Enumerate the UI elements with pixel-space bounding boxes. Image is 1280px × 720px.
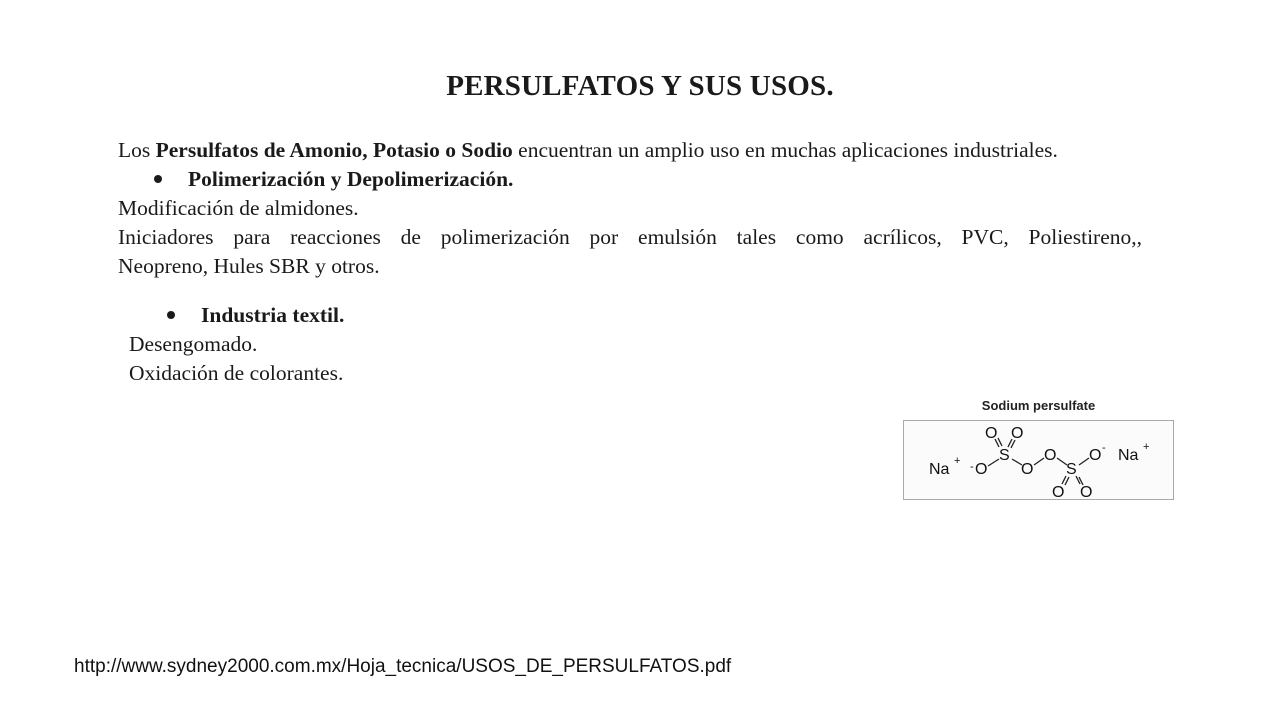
intro-bold: Persulfatos de Amonio, Potasio o Sodio [155, 138, 513, 162]
section-heading-textil: Industria textil. [167, 301, 1142, 330]
sodium-atom: Na [929, 461, 950, 478]
oxygen-atom: O [1044, 447, 1057, 464]
intro-lead: Los [118, 138, 156, 162]
section-line: Neopreno, Hules SBR y otros. [118, 254, 380, 278]
molecule-structure-diagram [904, 421, 1173, 499]
sulfur-atom: S [1066, 461, 1077, 478]
oxygen-atom: O [1089, 447, 1102, 464]
oxygen-atom: O [1021, 461, 1034, 478]
oxygen-atom: O [1080, 484, 1093, 499]
oxygen-atom: O [1011, 425, 1024, 442]
slide-title: PERSULFATOS Y SUS USOS. [446, 70, 834, 102]
section-line: Desengomado. [129, 332, 258, 356]
molecule-structure [903, 420, 1174, 500]
section-heading-polimerizacion: Polimerización y Depolimerización. [154, 165, 1142, 194]
source-url: http://www.sydney2000.com.mx/Hoja_tecnica/USOS_DE_PERSULFATOS.pdf [74, 656, 732, 677]
oxygen-atom: O [1052, 484, 1065, 499]
charge-minus: - [970, 461, 974, 473]
slide-content [118, 136, 1142, 388]
section-line: Oxidación de colorantes. [129, 361, 344, 385]
oxygen-atom: O [975, 461, 988, 478]
sulfur-atom: S [999, 447, 1010, 464]
charge-plus: + [954, 455, 961, 467]
section-line: Modificación de almidones. [118, 196, 359, 220]
bullet-icon [154, 175, 162, 183]
sodium-atom: Na [1118, 447, 1139, 464]
charge-plus: + [1143, 441, 1150, 453]
bullet-icon [167, 311, 175, 319]
intro-rest: encuentran un amplio uso en muchas aplicaciones industriales. [512, 138, 1058, 162]
molecule-label: Sodium persulfate [981, 398, 1096, 413]
charge-minus: - [1102, 442, 1106, 454]
intro-paragraph [118, 136, 1142, 165]
section-line: Iniciadores para reacciones de polimerización por emulsión tales como acrílicos, PVC, Poliestireno,, [118, 225, 1142, 249]
oxygen-atom: O [985, 425, 998, 442]
